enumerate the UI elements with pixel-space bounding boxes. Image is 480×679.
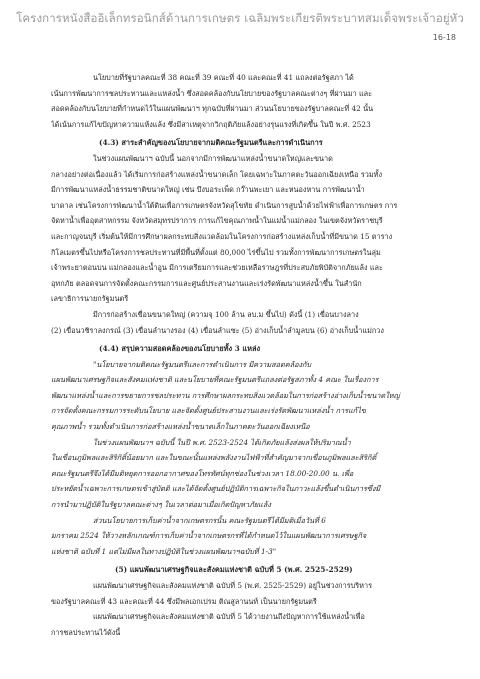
paragraph-line: เน้นการพัฒนาการชลประทานและแหล่งน้ำ ซึ่งสอดคล้องกับนโยบายของรัฐบาลคณะต่างๆ ที่ผ่านมา และ [51,88,373,98]
quote-line: แผนพัฒนาเศรษฐกิจและสังคมแห่งชาติ และนโยบายที่คณะรัฐมนตรีแถลงต่อรัฐสภาทั้ง 4 คณะ ในเรื่องการ [51,375,379,385]
quote-line: "นโยบายจากมติคณะรัฐมนตรีและการดำเนินการ มีความสอดคล้องกับ [93,359,312,369]
paragraph-line: นโยบายที่รัฐบาลคณะที่ 38 คณะที่ 39 คณะที่ 40 และคณะที่ 41 แถลงต่อรัฐสภา ได้ [93,73,354,82]
page-number: 16-18 [432,33,456,42]
paragraph-line: แผนพัฒนาเศรษฐกิจและสังคมแห่งชาติ ฉบับที่ 5 (พ.ศ. 2525-2529) อยู่ในช่วงการบริหาร [93,581,372,590]
paragraph-line: การชลประทานไว้ดังนี้ [51,627,121,637]
quote-line: คณะรัฐมนตรีจึงได้มีมติหยุดการออกอากาศของโทรทัศน์ทุกช่องในช่วงเวลา 18.00-20.00 น. เพื่อ [51,468,354,478]
paragraph-line: ในช่วงแผนพัฒนาฯ ฉบับนี้ นอกจากมีการพัฒนาแหล่งน้ำขนาดใหญ่และขนาด [93,153,333,163]
paragraph-line: ได้เน้นการแก้ไขปัญหาความแห้งแล้ง ซึ่งมีสาเหตุจากวิกฤติภัยแล้งอย่างรุนแรงที่เกิดขึ้น ในปี พ.ศ. 2523 [51,119,371,129]
section-heading-4-3: (4.3) สาระสำคัญของนโยบายจากมติคณะรัฐมนตรีและการดำเนินการ [99,138,323,148]
quote-line: ประหยัดน้ำเฉพาะการเกษตรเข้าสู่บัตติ และได้จัดตั้งศูนย์ปฏิบัติการเฉพาะกิจในภาวะแล้งขึ้นดำเนินการซึ่งมี [51,484,381,494]
paragraph-line: มีการก่อสร้างเขื่อนขนาดใหญ่ (ความจุ 100 ล้าน ลบ.ม ขึ้นไป) ดังนี้ (1) เขื่อนบางลาง [93,309,359,319]
paragraph-line: และกาญจนบุรี เริ่มต้นให้มีการศึกษาผลกระทบสิ่งแวดล้อมในโครงการก่อสร้างแหล่งเก็บน้ำที่มีขนาด 15 ตาราง [51,231,393,241]
paragraph-line: อุทกภัย ตลอดจนการจัดตั้งคณะกรรมการและศูนย์ประสานงานและเร่งรัดพัฒนาแหล่งน้ำขึ้น ในสำนัก [51,278,362,288]
paragraph-line: เลขาธิการนายกรัฐมนตรี [51,294,129,304]
paragraph-line: จัดหาน้ำเพื่ออุตสาหกรรม จังหวัดสมุทรปราการ การแก้ไขคุณภาพน้ำในแม่น้ำแม่กลอง ในเขตจังหวัดราชบุรี [51,216,383,226]
document-body [51,70,439,640]
paragraph-line: กลางอย่างต่อเนื่องแล้ว ได้เริ่มการก่อสร้างแหล่งน้ำขนาดเล็ก โดยเฉพาะในภาคตะวันออกเฉียงเหนือ รวมทั้ง [51,169,383,179]
quote-line: พัฒนาแหล่งน้ำและการขยายการชลประทาน การศึกษาผลกระทบสิ่งแวดล้อมในการก่อสร้างอ่างเก็บน้ำขนาดใหญ่ [51,390,400,400]
quote-line: คุณภาพน้ำ รวมทั้งดำเนินการก่อสร้างแหล่งน้ำขนาดเล็กในภาคตะวันออกเฉียงเหนือ [51,422,310,432]
paragraph-line: มีการพัฒนาแหล่งน้ำธรรมชาติขนาดใหญ่ เช่น บึงบอระเพ็ด กว๊านพะเยา และหนองหาน การพัฒนาน้ำ [51,185,365,195]
quote-line: ในช่วงแผนพัฒนาฯ ฉบับนี้ ในปี พ.ศ. 2523-2524 ได้เกิดภัยแล้งส่งผลให้ปริมาณน้ำ [93,437,351,447]
quote-line: แห่งชาติ ฉบับที่ 1 แต่ไม่มีผลในทางปฏิบัติในช่วงแผนพัฒนาฯฉบับที่ 1-3" [51,546,277,556]
paragraph-line: บาดาล เช่นโครงการพัฒนาน้ำใต้ดินเพื่อการเกษตรจังหวัดสุโขทัย ดำเนินการสูบน้ำด้วยไฟฟ้าเพื่อการเกษตร การ [51,200,398,210]
quote-line: การจัดตั้งคณะกรรมการระดับนโยบาย และจัดตั้งศูนย์ประสานงานและเร่งรัดพัฒนาแหล่งน้ำ การแก้ไข [51,406,366,416]
paragraph-line: เจ้าพระยาตอนบน แม่กลองและน้ำอูน มีการเตรียมการและช่วยเหลือราษฎรที่ประสบภัยพิบัติจากภัยแล้ง และ [51,263,383,273]
quote-line: มกราคม 2524 ให้วางหลักเกณฑ์การเก็บค่าน้ำจากเกษตรกรที่ได้กำหนดไว้ในแผนพัฒนาการเศรษฐกิจ [51,531,367,541]
page-header-title: โครงการหนังสืออิเล็กทรอนิกส์ด้านการเกษตร เฉลิมพระเกียรติพระบาทสมเด็จพระเจ้าอยู่หัว [16,11,464,25]
section-heading-4-4: (4.4) สรุปความสอดคล้องของนโยบายทั้ง 3 แหล่ง [99,344,261,354]
paragraph-line: ของรัฐบาลคณะที่ 43 และคณะที่ 44 ซึ่งมีพลเอกเปรม ติณสูลานนท์ เป็นนายกรัฐมนตรี [51,596,317,606]
quote-line: ส่วนนโยบายการเก็บค่าน้ำจากเกษตรกรนั้น คณะรัฐมนตรีได้มีมติเมื่อวันที่ 6 [93,515,326,525]
paragraph-line: (2) เขื่อนวชิราลงกรณ์ (3) เขื่อนลำนางรอง (4) เขื่อนลำแซะ (5) อ่างเก็บน้ำลำมูลบน (6) อ่างเก็บน้ำแม่กวง [51,325,384,335]
paragraph-line: สอดคล้องกับนโยบายที่กำหนดไว้ในแผนพัฒนาฯ ทุกฉบับที่ผ่านมา ส่วนนโยบายของรัฐบาลคณะที่ 42 นั้น [51,104,374,114]
section-heading-5: (5) แผนพัฒนาเศรษฐกิจและสังคมแห่งชาติ ฉบับที่ 5 (พ.ศ. 2525-2529) [115,565,353,575]
quote-line: ในเขื่อนภูมิพลและสิริกิติ์น้อยมาก และในขณะนั้นแหล่งพลังงานไฟฟ้าที่สำคัญมาจากเขื่อนภูมิพลและสิริกิติ์ [51,453,377,463]
paragraph-line: กิโลเมตรขึ้นไปหรือโครงการชลประทานที่มีพื้นที่ตั้งแต่ 80,000 ไร่ขึ้นไป รวมทั้งการพัฒนาการเกษตรในลุ่ม [51,247,381,257]
quote-line: การนำมาปฏิบัติในรัฐบาลคณะต่างๆ ในเวลาต่อมาเมื่อเกิดปัญหาภัยแล้ง [51,500,271,510]
paragraph-line: แผนพัฒนาเศรษฐกิจและสังคมแห่งชาติ ฉบับที่ 5 ได้วายงานถึงปัญหาการใช้แหล่งน้ำเพื่อ [93,612,365,622]
